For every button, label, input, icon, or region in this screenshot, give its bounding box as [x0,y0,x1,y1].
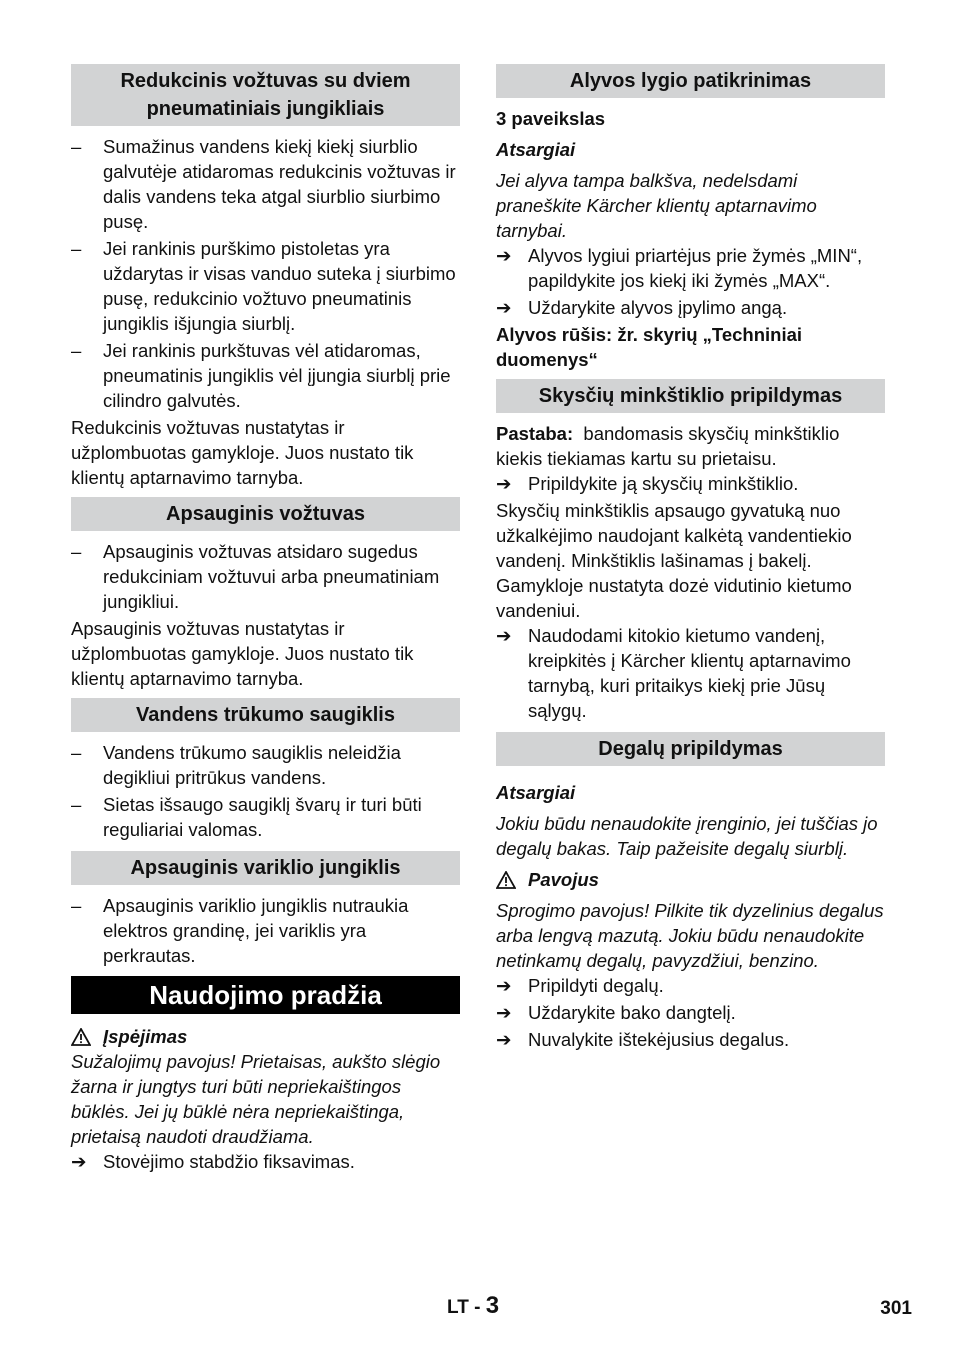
action-item: ➔ Stovėjimo stabdžio fiksavimas. [71,1151,355,1172]
section-heading-safety-valve: Apsauginis vožtuvas [71,497,460,531]
dash-marker: – [71,136,82,157]
figure-reference: 3 paveikslas [496,108,606,129]
list-item: – Sumažinus vandens kiekį kiekį siurblio galvutėje atidaromas redukcinis vožtuvas ir dalis vandens teka atgal siurblio siurbimo pusę. [71,136,456,232]
arrow-icon: ➔ [71,1151,87,1172]
arrow-icon: ➔ [496,297,512,318]
arrow-icon: ➔ [496,245,512,266]
caution-text: Jei alyva tampa balkšva, nedelsdami praneškite Kärcher klientų aptarnavimo tarnybai. [496,170,817,241]
list-item: – Jei rankinis purškimo pistoletas yra uždarytas ir visas vanduo suteka į siurbimo pusę, redukcinio vožtuvo pneumatinis jungiklis išjungia siurblį. [71,238,456,334]
dash-marker: – [71,742,82,763]
dash-marker: – [71,895,82,916]
action-item: ➔ Pripildykite ją skysčių minkštiklio. [496,473,799,494]
section-heading-oil-level: Alyvos lygio patikrinimas [496,64,885,98]
paragraph: Gamykloje nustatyta dozė vidutinio kietumo vandeniui. [496,575,852,621]
caution-label: Atsargiai [496,782,576,803]
section-heading-motor-switch: Apsauginis variklio jungiklis [71,851,460,885]
dash-marker: – [71,541,82,562]
left-column [71,64,460,1176]
dash-marker: – [71,238,82,259]
footer-section-code: LT - 3 [447,1292,500,1319]
paragraph: Redukcinis vožtuvas nustatytas ir užplombuotas gamykloje. Juos nustato tik klientų aptarnavimo tarnyba. [71,417,414,488]
danger-text: Sprogimo pavojus! Pilkite tik dyzelinius degalus arba lengvą mazutą. Jokiu būdu nenaudokite netinkamų degalų, pavyzdžiui, benzino. [496,900,884,971]
oil-type: Alyvos rūšis: žr. skyrių „Techniniai duomenys“ [496,324,803,370]
warning-triangle-icon [496,871,516,889]
page-number: 301 [880,1298,912,1319]
arrow-icon: ➔ [496,473,512,494]
section-heading-softener: Skysčių minkštiklio pripildymas [496,379,885,413]
section-heading-reduction-valve: Redukcinis vožtuvas su dviem pneumatiniais jungikliais [71,64,460,126]
action-item: ➔ Uždarykite alyvos įpylimo angą. [496,297,788,318]
action-item: ➔ Alyvos lygiui priartėjus prie žymės „MIN“, papildykite jos kiekį iki žymės „MAX“. [496,245,863,291]
warning-text: Sužalojimų pavojus! Prietaisas, aukšto slėgio žarna ir jungtys turi būti nepriekaištingos būklės. Jei jų būklė nėra nepriekaištinga, prietaisą naudoti draudžiama. [71,1051,441,1147]
paragraph: Skysčių minkštiklis apsaugo gyvatuką nuo užkalkėjimo naudojant kalkėtą vandentiekio vandenį. Minkštiklis lašinamas į bakelį. [496,500,852,571]
action-item: ➔ Uždarykite bako dangtelį. [496,1002,736,1023]
action-item: ➔ Nuvalykite ištekėjusius degalus. [496,1029,790,1050]
list-item: – Sietas išsaugo saugiklį švarų ir turi būti reguliariai valomas. [71,794,422,840]
action-item: ➔ Pripildyti degalų. [496,975,664,996]
arrow-icon: ➔ [496,625,512,646]
list-item: – Apsauginis variklio jungiklis nutraukia elektros grandinę, jei variklis yra perkrautas. [71,895,409,966]
chapter-heading-start-up: Naudojimo pradžia [71,976,460,1014]
warning-label: Įspėjimas [71,1024,460,1049]
action-item: ➔ Naudodami kitokio kietumo vandenį, kreipkitės į Kärcher klientų aptarnavimo tarnybą, kuri pritaikys kiekį prie Jūsų sąlygų. [496,625,851,721]
arrow-icon: ➔ [496,975,512,996]
section-heading-fuel: Degalų pripildymas [496,732,885,766]
list-item: – Vandens trūkumo saugiklis neleidžia degikliui pritrūkus vandens. [71,742,401,788]
paragraph: Apsauginis vožtuvas nustatytas ir užplombuotas gamykloje. Juos nustato tik klientų aptarnavimo tarnyba. [71,618,414,689]
list-item: – Jei rankinis purkštuvas vėl atidaromas, pneumatinis jungiklis vėl įjungia siurblį prie cilindro galvutės. [71,340,451,411]
note-label: Pastaba: [496,423,574,444]
dash-marker: – [71,794,82,815]
dash-marker: – [71,340,82,361]
caution-text: Jokiu būdu nenaudokite įrenginio, jei tuščias jo degalų bakas. Taip pažeisite degalų siurblį. [496,813,878,859]
arrow-icon: ➔ [496,1029,512,1050]
warning-triangle-icon [71,1028,91,1046]
caution-label: Atsargiai [496,139,576,160]
note-paragraph: Pastaba: bandomasis skysčių minkštiklio kiekis tiekiamas kartu su prietaisu. [496,423,840,469]
danger-label: Pavojus [496,867,885,892]
section-heading-water-shortage: Vandens trūkumo saugiklis [71,698,460,732]
right-column [496,64,885,1054]
list-item: – Apsauginis vožtuvas atsidaro sugedus redukciniam vožtuvui arba pneumatiniam jungikliui. [71,541,440,612]
arrow-icon: ➔ [496,1002,512,1023]
